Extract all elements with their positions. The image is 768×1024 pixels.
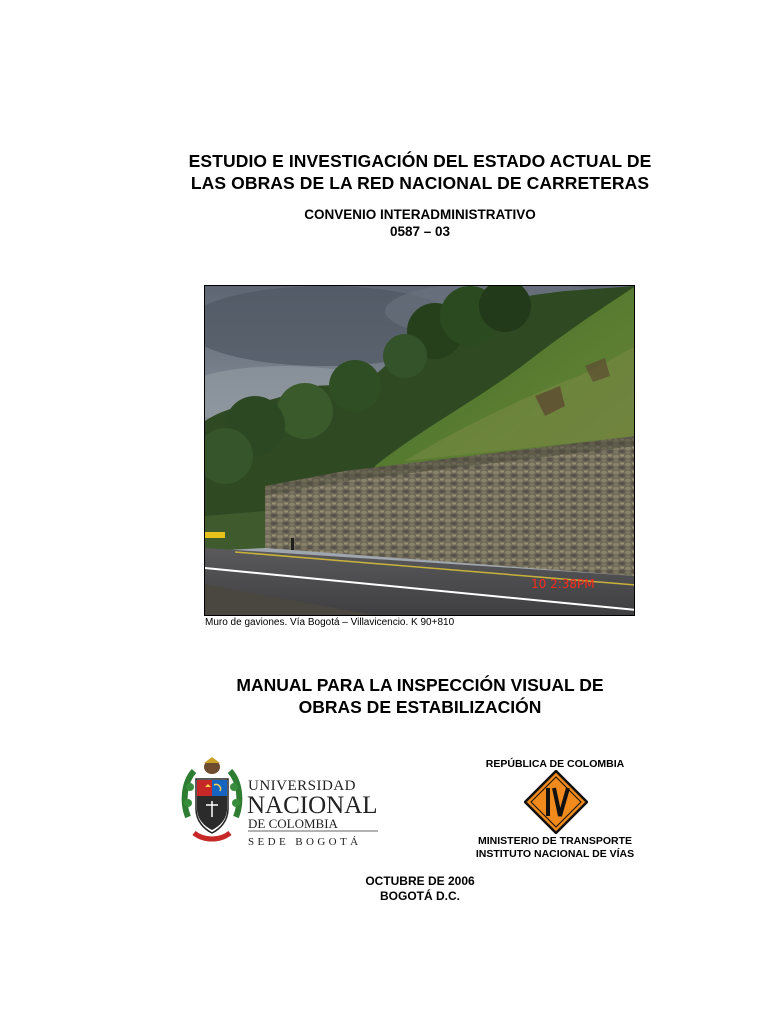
photo-timestamp: 10 2:38PM — [531, 577, 595, 591]
date-block — [300, 874, 540, 904]
ministerio-block — [460, 835, 650, 861]
invias-logo — [524, 770, 588, 834]
document-title-line: ESTUDIO E INVESTIGACIÓN DEL ESTADO ACTUAL DE — [188, 151, 652, 171]
logo-line-sede: SEDE BOGOTÁ — [248, 836, 362, 848]
logo-line-universidad: UNIVERSIDAD — [248, 778, 356, 794]
photo-caption: Muro de gaviones. Vía Bogotá – Villavicencio. K 90+810 — [205, 617, 455, 628]
cover-photo — [204, 285, 635, 616]
manual-title — [180, 674, 660, 718]
gabion-wall-photo — [205, 286, 635, 616]
convenio-label: CONVENIO INTERADMINISTRATIVO — [304, 207, 536, 222]
logo-line-colombia: DE COLOMBIA — [248, 816, 338, 831]
city-label: BOGOTÁ D.C. — [380, 889, 460, 903]
republica-label: REPÚBLICA DE COLOMBIA — [485, 758, 625, 770]
logo-line-nacional: NACIONAL — [247, 792, 378, 819]
manual-title-line: OBRAS DE ESTABILIZACIÓN — [298, 697, 542, 717]
ministerio-label: MINISTERIO DE TRANSPORTE — [477, 835, 632, 847]
manual-title-line: MANUAL PARA LA INSPECCIÓN VISUAL DE — [236, 675, 604, 695]
universidad-nacional-logo-image — [180, 757, 380, 849]
instituto-label: INSTITUTO NACIONAL DE VÍAS — [475, 848, 635, 860]
convenio-number: 0587 – 03 — [389, 224, 451, 239]
universidad-nacional-logo — [180, 757, 380, 849]
convenio-block — [200, 206, 640, 240]
document-title-line: LAS OBRAS DE LA RED NACIONAL DE CARRETERAS — [190, 173, 650, 193]
invias-diamond-icon — [524, 770, 588, 834]
document-title — [150, 150, 690, 194]
date-label: OCTUBRE DE 2006 — [365, 874, 475, 888]
